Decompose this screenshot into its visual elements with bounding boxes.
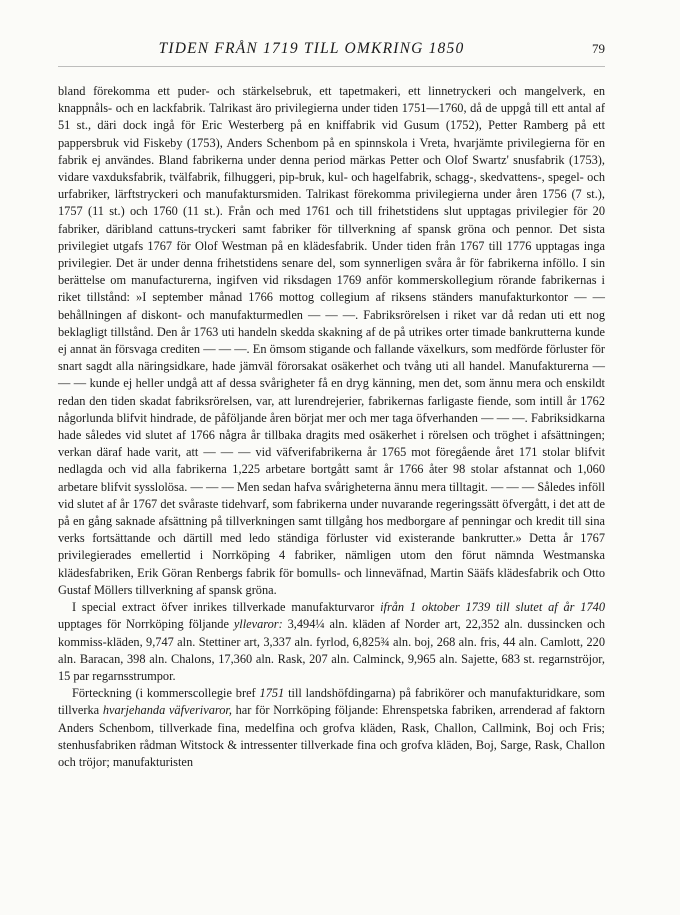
running-title: TIDEN FRÅN 1719 TILL OMKRING 1850 [158, 40, 465, 57]
paragraph-3 [58, 685, 605, 771]
paragraph-1 [58, 83, 605, 599]
running-header [58, 0, 605, 57]
text-run: upptages för Norrköping följande [58, 617, 234, 632]
text-run: I special extract öfver inrikes tillverkade manufakturvaror [72, 600, 381, 615]
body-text [58, 83, 605, 771]
text-run: har för Norrköping följande: Ehrenspetska fabriken, arrenderad af faktorn Anders Schenbom, tillverkade fina, medelfina och grofva kläden, Rask, Challon, Callmink, Boj och Fris; stenhusfabriken rådman Witstock & intressenter tillverkade fina och grofva kläden, Boj, Sarge, Rask, Challon och tröjor; manufakturisten [58, 703, 605, 769]
text-run: 3,494¼ aln. kläden af Norder art, 22,352 aln. dussincken och kommiss-kläden, 9,747 aln. Stettiner art, 3,337 aln. fyrlod, 6,825¾ aln. boj, 268 aln. fris, 44 aln. Camlott, 220 aln. Baracan, 398 aln. Chalons, 17,360 aln. Rask, 207 aln. Calminck, 9,965 aln. Sajette, 683 st. regarnströjor, 15 par regarnsstrumpor. [58, 617, 605, 683]
text-run: bland förekomma ett puder- och stärkelsebruk, ett tapetmakeri, ett linnetryckeri och mangelverk, en knappnåls- och en lackfabrik. Talrikast äro privilegierna under tiden 1751—1760, då de uppgå till ett antal af 51 st., däri dock ingå för Eric Westerberg på en kniffabrik vid Gusum (1752), Petter Ramberg på ett pappersbruk vid Fiskeby (1753), Anders Schenbom på en spinnskola i Vreta, hvarjämte privilegierna för en fabrik ej användes. Bland fabrikerna under denna period märkas Petter och Olof Swartz' snusfabrik (1753), vidare vaxduksfabrik, tvälfabrik, filhuggeri, pip-bruk, kul- och hagelfabrik, schagg-, skedvattens-, spegel- och urfabriker, lärftstryckeri och manufaktursmiden. Talrikast förekomma privilegierna under åren 1756 (7 st.), 1757 (11 st.) och 1760 (11 st.). Från och med 1761 och till frihetstidens slut upptagas privilegier för 20 fabriker, däribland cattuns-tryckeri samt fabriker för tillverkning af spansk gröna och pennor. Det sista privilegiet utgafs 1767 för Olof Westman på en klädesfabrik. Under tiden från 1767 till 1776 upptagas inga privilegier. Det är under denna frihetstidens senare del, som synnerligen svåra år för fabrikerna inföllo. I sin berättelse om manufacturerna, ingifven vid riksdagen 1769 anför kommerskollegium rörande fabrikernas i riket tillstånd: »I september månad 1766 mottog collegium af riksens ständers manufakturkontor — — behållningen af diskont- och manufakturmedlen — — —. Fabriksrörelsen i riket var då redan uti ett nog beklagligt tillstånd. Den år 1763 uti handeln skedda skakning af de på utrikes orter timade bankrutterna kunde ej annat än försvaga crediten — — —. En ömsom stigande och fallande växelkurs, som medförde förluster för snart sagdt alla näringsidkare, hade jämväl förorsakat osäkerhet och tvång uti all handel. Manufakturerna — — — kunde ej heller undgå att af dessa svårigheter få en dryg känning, men det, som ännu mera och enskildt redan den tiden skadat fabriksrörelsen, var, att lurendrejerier, fabrikernas farligaste fiende, som intill år 1762 någorlunda blifvit hindrade, de påföljande åren börjat mer och mer taga öfverhanden — — —. Fabriksidkarna hade således vid slutet af 1766 några år tillbaka dragits med osäkerhet i rörelsen och tröghet i afsättningen; verkan däraf hade varit, att — — — vid väfverifabrikerna år 1765 mot föregående året 171 stolar blifvit nedlagda och vid alla fabrikerna 1,225 arbetare bortgått samt år 1766 åter 98 stolar afstannat och 1,060 arbetare blifvit sysslolösa. — — — Men sedan hafva svårigheterna ännu mera tilltagit. — — — Således inföll vid slutet af år 1767 det svåraste tidehvarf, som fabrikerna under nuvarande regeringssätt öfvergått, i det att de på en gång saknade afsättning på tillverkningen samt tillgång hos medborgare af penningar och kredit till sina verks fortsättande och därtill med ledo ständiga förluster vid existerande bankrutter.» Detta år 1767 privilegierades emellertid i Norrköping 4 fabriker, nämligen utom den förut nämnda Westmanska klädesfabriken, Erik Göran Renbergs fabrik för bomulls- och linneväfnad, Martin Sääfs klädesfabrik och Otto Gustaf Möllers tillverkning af spansk gröna. [58, 84, 605, 597]
text-run: Förteckning (i kommerscollegie bref [72, 686, 260, 701]
page-number: 79 [592, 41, 605, 56]
italic-text: yllevaror: [233, 617, 283, 632]
italic-text: 1751 [259, 686, 285, 701]
italic-text: hvarjehanda väfverivaror, [102, 703, 232, 718]
paragraph-2 [58, 599, 605, 685]
header-rule [58, 66, 605, 67]
italic-text: ifrån 1 oktober 1739 till slutet af år 1740 [380, 600, 605, 615]
text-run: till landshöfdingarna) på fabrikörer och manufakturidkare, som tillverka [58, 686, 605, 718]
